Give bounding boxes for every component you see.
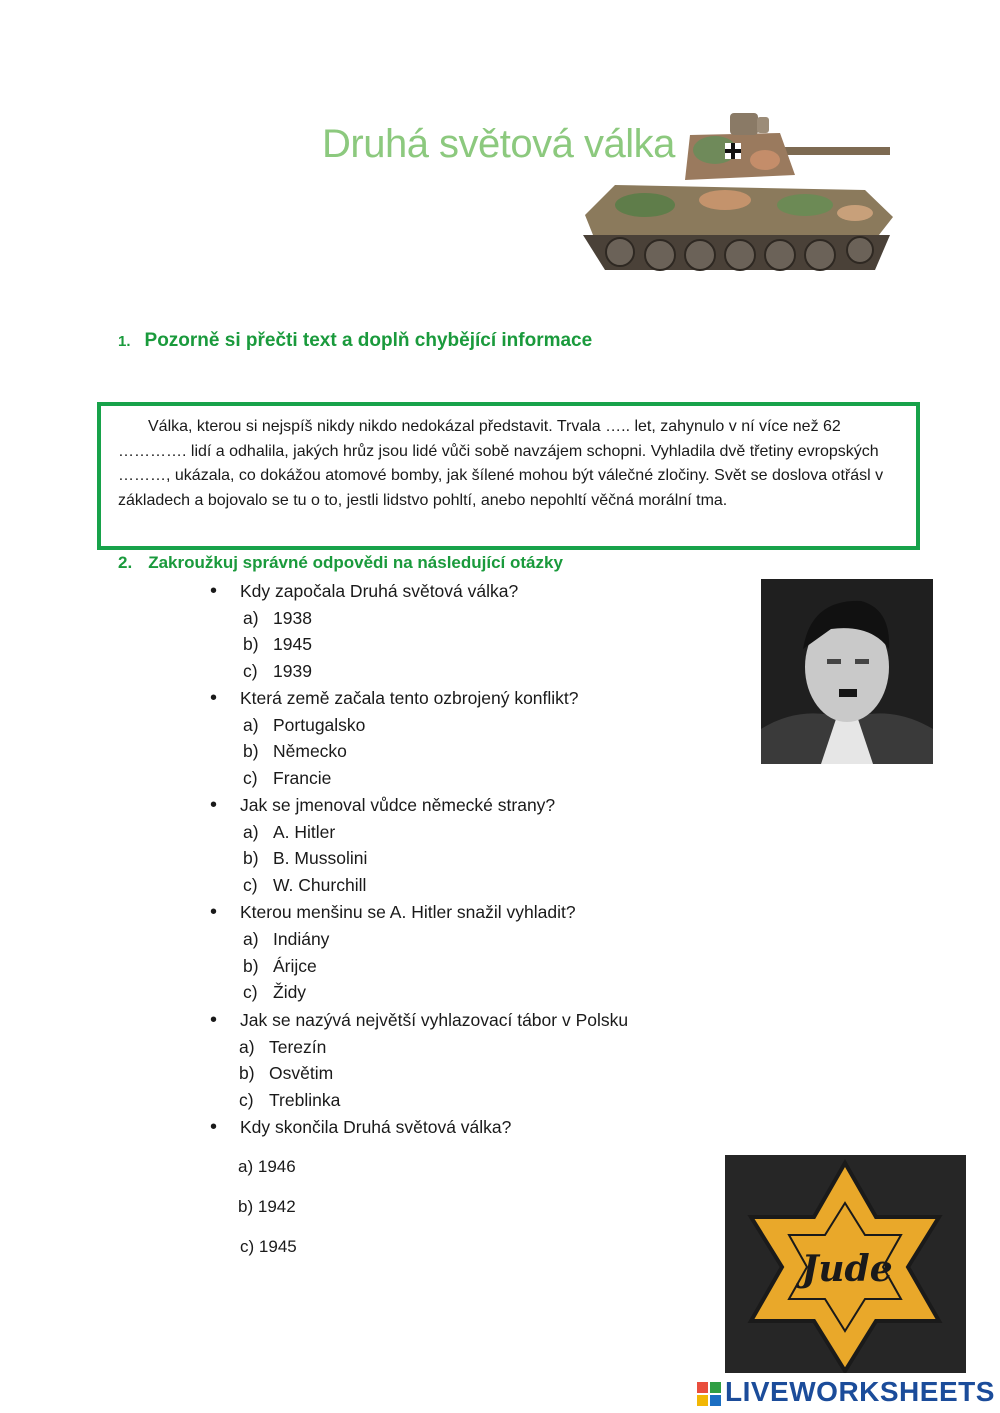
question-2: • Která země začala tento ozbrojený konflikt? — [210, 687, 579, 709]
star-badge-image — [725, 1155, 966, 1373]
question-5-option-b[interactable]: b) Osvětim — [239, 1063, 334, 1083]
section-2-number: 2. — [118, 553, 133, 572]
question-2-option-b[interactable]: b) Německo — [243, 741, 347, 761]
question-4: • Kterou menšinu se A. Hitler snažil vyhladit? — [210, 901, 576, 923]
question-3-option-b[interactable]: b) B. Mussolini — [243, 848, 368, 868]
badge-text: Jude — [801, 1248, 893, 1290]
question-3: • Jak se jmenoval vůdce německé strany? — [210, 794, 556, 816]
section-1-heading — [118, 330, 592, 352]
question-2-option-a[interactable]: a) Portugalsko — [243, 715, 366, 735]
page-title: Druhá světová válka — [322, 122, 675, 166]
liveworksheets-logo[interactable] — [697, 1376, 995, 1408]
footer-brand: LIVEWORKSHEETS — [725, 1376, 995, 1407]
bullet-icon: • — [210, 794, 218, 816]
question-6: • Kdy skončila Druhá světová válka? — [210, 1116, 512, 1138]
question-6-option-c[interactable]: c) 1945 — [240, 1237, 297, 1256]
bullet-icon: • — [210, 580, 218, 602]
question-3-option-a[interactable]: a) A. Hitler — [243, 822, 336, 842]
section-2-heading — [118, 553, 563, 573]
question-2-option-c[interactable]: c) Francie — [243, 768, 332, 788]
question-5-option-a[interactable]: a) Terezín — [239, 1037, 327, 1057]
question-1-option-b[interactable]: b) 1945 — [243, 634, 312, 654]
fill-in-paragraph — [118, 415, 898, 513]
bullet-icon: • — [210, 1009, 218, 1031]
section-1-number: 1. — [118, 333, 131, 350]
section-2-heading-text: Zakroužkuj správné odpovědi na následující otázky — [148, 553, 563, 572]
question-5-option-c[interactable]: c) Treblinka — [239, 1090, 341, 1110]
question-6-option-a[interactable]: a) 1946 — [238, 1157, 296, 1176]
section-1-heading-text: Pozorně si přečti text a doplň chybějící informace — [144, 330, 593, 351]
question-5: • Jak se nazývá největší vyhlazovací tábor v Polsku — [210, 1009, 629, 1031]
question-1: • Kdy započala Druhá světová válka? — [210, 580, 519, 602]
bullet-icon: • — [210, 1116, 218, 1138]
question-4-option-c[interactable]: c) Židy — [243, 982, 307, 1002]
question-1-option-c[interactable]: c) 1939 — [243, 661, 312, 681]
liveworksheets-icon — [697, 1382, 721, 1406]
tank-image — [575, 105, 900, 280]
question-4-option-b[interactable]: b) Árijce — [243, 956, 317, 976]
bullet-icon: • — [210, 687, 218, 709]
portrait-photo — [761, 579, 933, 764]
question-1-option-a[interactable]: a) 1938 — [243, 608, 312, 628]
question-6-option-b[interactable]: b) 1942 — [238, 1197, 296, 1216]
question-4-option-a[interactable]: a) Indiány — [243, 929, 330, 949]
bullet-icon: • — [210, 901, 218, 923]
paragraph-text: Válka, kterou si nejspíš nikdy nikdo nedokázal představit. Trvala ….. let, zahynulo v ní více než 62 …………. lidí a odhalila, jakých hrůz jsou lidé vůči sobě navzájem schopni. Vyhladila dvě třetiny evropských ………, ukázala, co dokážou atomové bomby, jak šílené mohou být válečné zločiny. Svět se doslova otřásl v základech a bojovalo se tu o to, jestli lidstvo pohltí, anebo nepohltí věčná morální tma. — [118, 418, 884, 509]
question-3-option-c[interactable]: c) W. Churchill — [243, 875, 367, 895]
